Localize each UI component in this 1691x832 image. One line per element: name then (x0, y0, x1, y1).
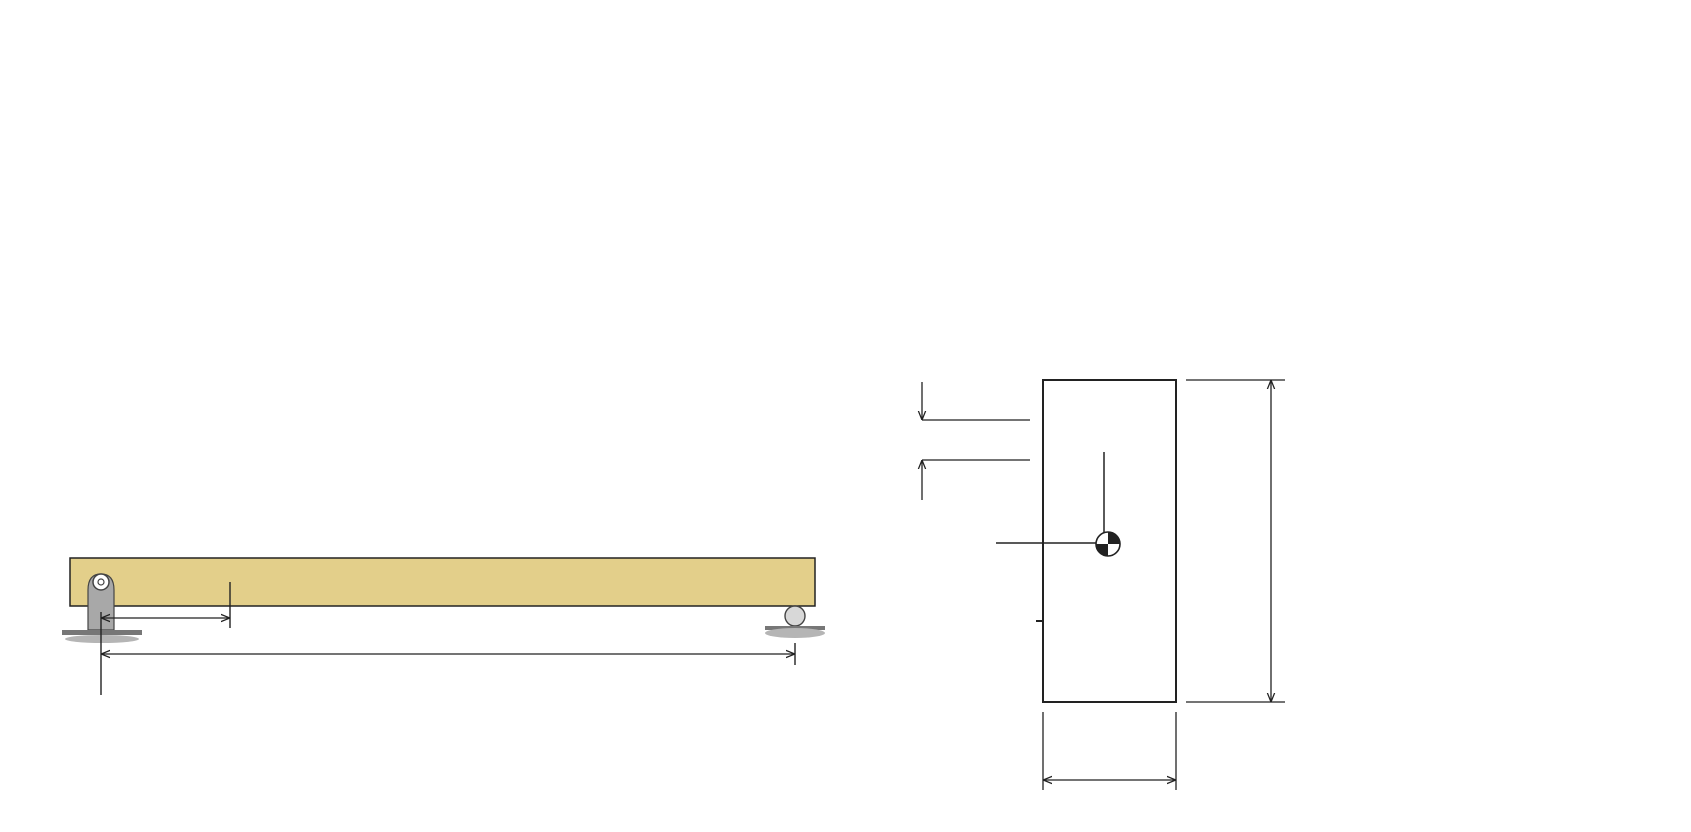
beam-body (70, 558, 815, 606)
figure (0, 360, 1691, 832)
problem-statement (19, 4, 1681, 45)
centroid-symbol (1096, 532, 1120, 556)
roller-support-b (765, 606, 825, 638)
beam-elevation (62, 558, 825, 695)
